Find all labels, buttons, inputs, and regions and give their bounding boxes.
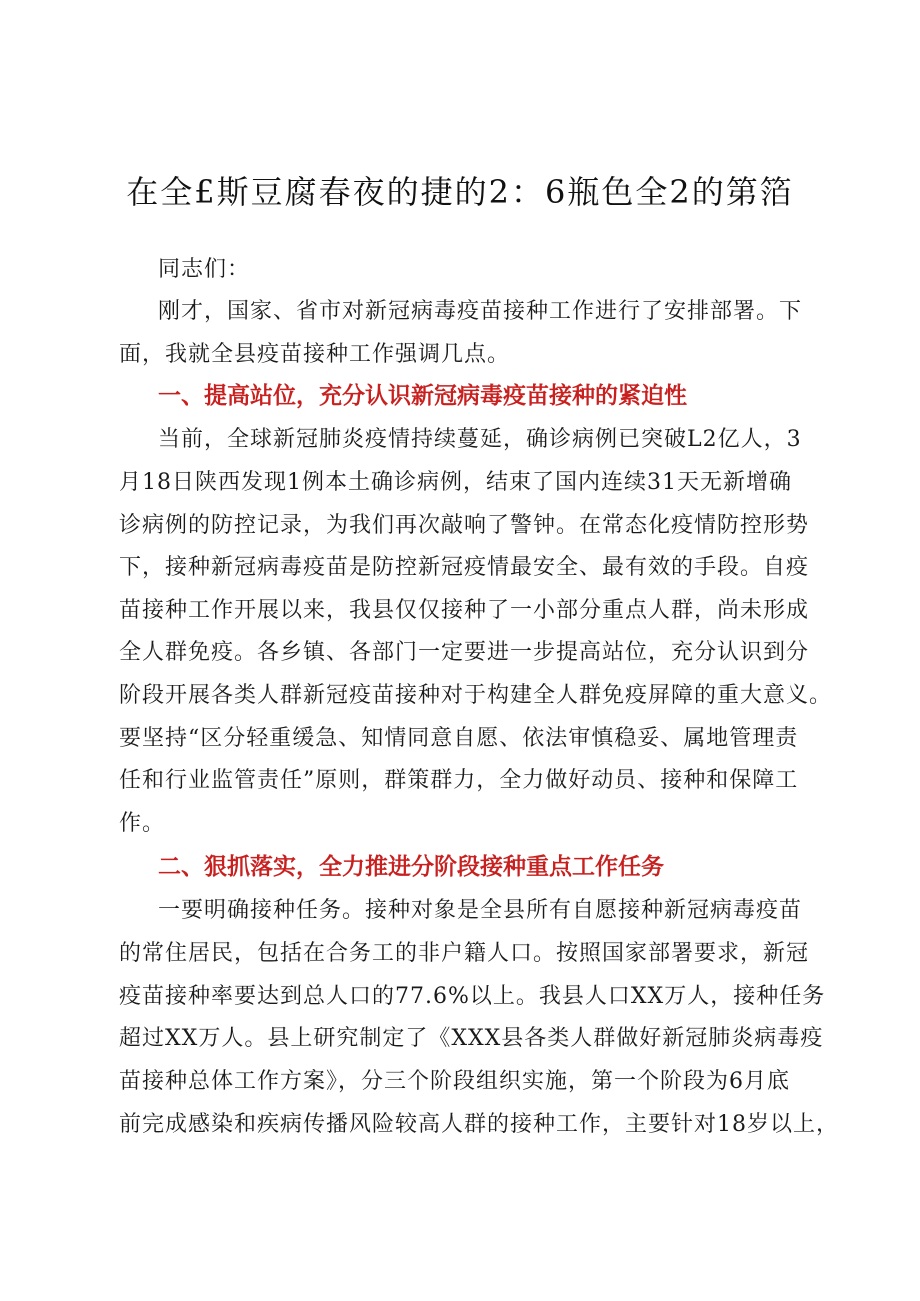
document-title: 在全£斯豆腐春夜的捷的2：6瓶色全2的第箔 xyxy=(126,173,794,211)
section2-heading: 二、狠抓落实，全力推进分阶段接种重点工作任务 xyxy=(158,854,664,880)
salutation: 同志们： xyxy=(158,257,251,282)
section1-line: 诊病例的防控记录，为我们再次敲响了警钟。在常态化疫情防控形势 xyxy=(119,513,810,538)
section1-line: 苗接种工作开展以来，我县仅仅接种了一小部分重点人群，尚未形成 xyxy=(119,598,810,623)
section2-line: 一要明确接种任务。接种对象是全县所有自愿接种新冠病毒疫苗 xyxy=(158,898,803,923)
intro-line: 刚才，国家、省市对新冠病毒疫苗接种工作进行了安排部署。下 xyxy=(158,299,803,324)
section1-heading: 一、提高站位，充分认识新冠病毒疫苗接种的紧迫性 xyxy=(158,383,687,409)
intro-line: 面，我就全县疫苗接种工作强调几点。 xyxy=(119,342,511,367)
section1-line: 当前，全球新冠肺炎疫情持续蔓延，确诊病例已突破L2亿人，3 xyxy=(158,427,802,452)
section1-line: 下，接种新冠病毒疫苗是防控新冠疫情最安全、最有效的手段。自疫 xyxy=(119,555,810,580)
section1-line: 任和行业监管责任”原则，群策群力，全力做好动员、接种和保障工 xyxy=(119,768,799,793)
section2-line: 的常住居民，包括在合务工的非户籍人口。按照国家部署要求，新冠 xyxy=(119,941,810,966)
section2-line: 苗接种总体工作方案》，分三个阶段组织实施，第一个阶段为6月底 xyxy=(119,1069,790,1094)
section1-line: 全人群免疫。各乡镇、各部门一定要进一步提高站位，充分认识到分 xyxy=(119,640,810,665)
section1-line: 月18日陕西发现1例本土确诊病例，结束了国内连续31天无新增确 xyxy=(119,470,792,495)
section2-line: 前完成感染和疾病传播风险较高人群的接种工作，主要针对18岁以上， xyxy=(119,1112,839,1137)
section1-line: 阶段开展各类人群新冠疫苗接种对于构建全人群免疫屏障的重大意义。 xyxy=(119,683,833,708)
section2-line: 超过XX万人。县上研究制定了《XXX县各类人群做好新冠肺炎病毒疫 xyxy=(119,1026,824,1051)
section1-line: 作。 xyxy=(119,811,166,836)
section1-line: 要坚持“区分轻重缓急、知情同意自愿、依法审慎稳妥、属地管理责 xyxy=(119,726,799,751)
section2-line: 疫苗接种率要达到总人口的77.6%以上。我县人口XX万人，接种任务 xyxy=(119,984,826,1009)
